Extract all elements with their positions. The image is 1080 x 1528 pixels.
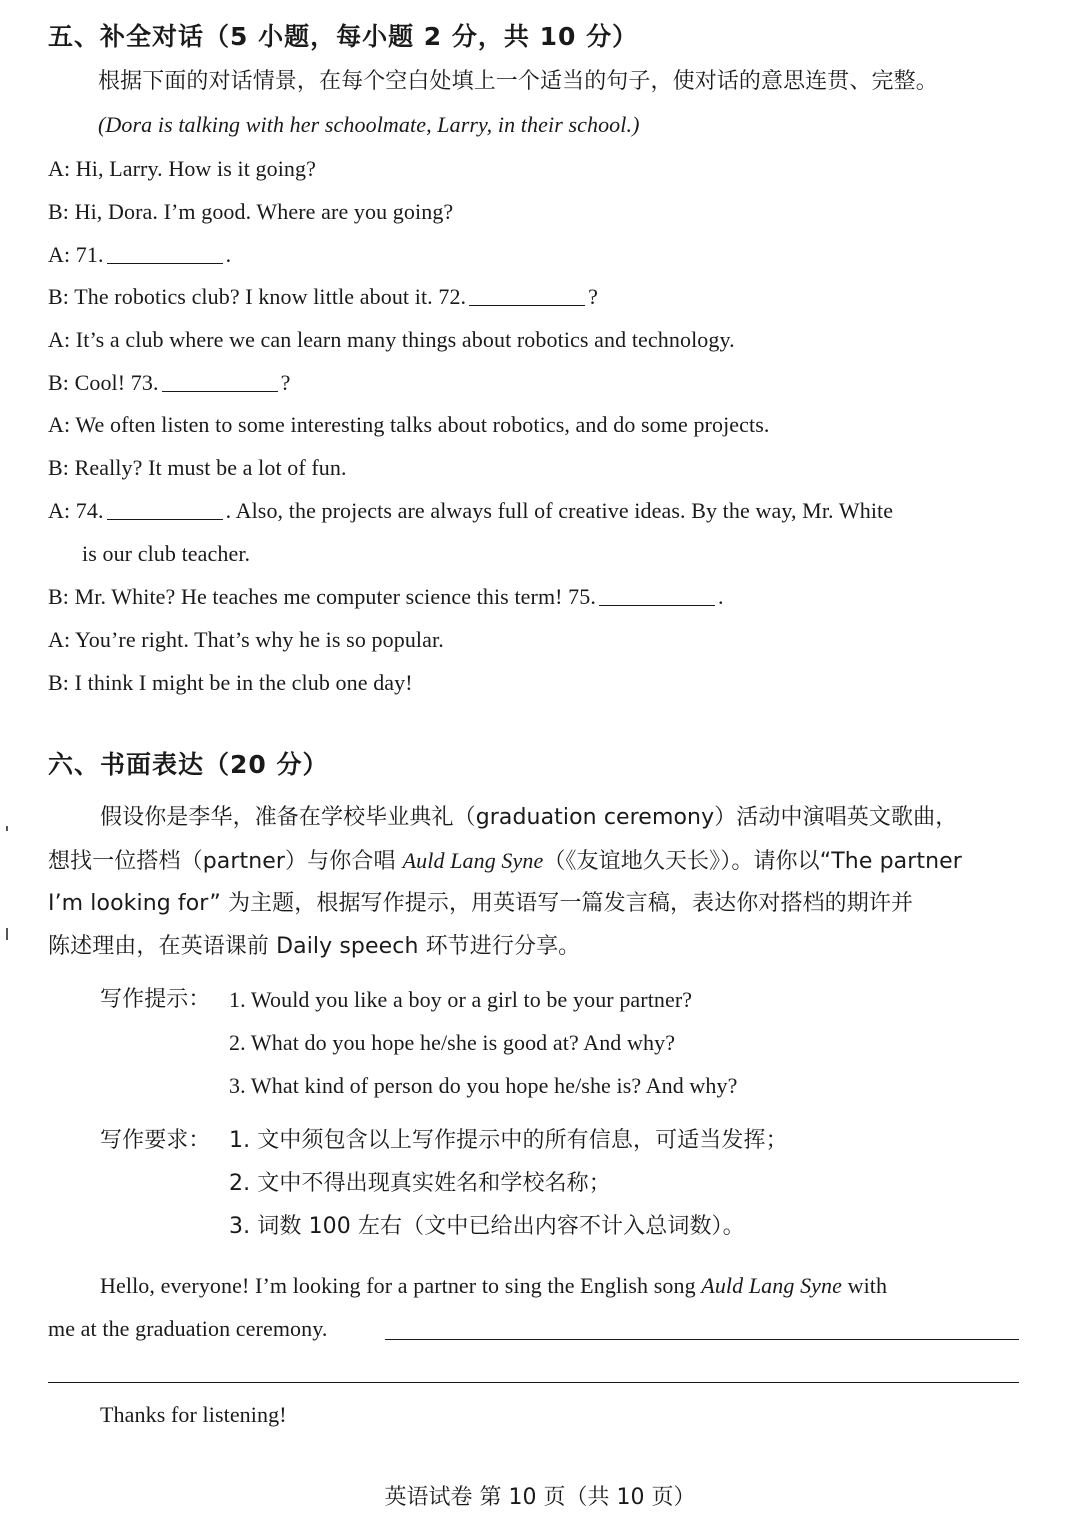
section6-para-line-4: 陈述理由，在英语课前 Daily speech 环节进行分享。: [48, 934, 581, 959]
answer-blank-74[interactable]: [107, 497, 223, 520]
dialogue-line-9-cont: is our club teacher.: [82, 541, 251, 566]
song-title: Auld Lang Syne: [402, 848, 544, 873]
scan-speck: [6, 826, 8, 831]
section5-title: 五、补全对话（5 小题，每小题 2 分，共 10 分）: [48, 22, 639, 51]
section6-para-line-2: [0, 846, 1080, 877]
requirements-label: 写作要求：: [100, 1128, 211, 1153]
dialogue-line-7: A: We often listen to some interesting talks about robotics, and do some projects.: [48, 412, 770, 437]
essay-opening-b: with: [842, 1273, 888, 1298]
dialogue-line-4-text: B: The robotics club? I know little about it. 72.: [48, 284, 467, 309]
hint-2: 2. What do you hope he/she is good at? And why?: [229, 1030, 676, 1055]
hint-1: 1. Would you like a boy or a girl to be your partner?: [229, 987, 693, 1012]
section5-context: (Dora is talking with her schoolmate, Larry, in their school.): [98, 112, 640, 137]
section6-para-line-2a: 想找一位搭档（partner）与你合唱: [48, 849, 403, 874]
dialogue-line-9-text: A: 74.: [48, 498, 104, 523]
section6-para-line-3: I’m looking for” 为主题，根据写作提示，用英语写一篇发言稿，表达你对搭档的期许并: [48, 891, 914, 916]
dialogue-line-1: A: Hi, Larry. How is it going?: [48, 156, 316, 181]
answer-blank-75[interactable]: [599, 583, 715, 606]
essay-closing: Thanks for listening!: [100, 1402, 287, 1427]
requirement-3: 3. 词数 100 左右（文中已给出内容不计入总词数）。: [229, 1214, 745, 1239]
dialogue-line-4: [0, 282, 1080, 312]
page-footer: 英语试卷 第 10 页（共 10 页）: [384, 1485, 696, 1510]
dialogue-line-11: A: You’re right. That’s why he is so popular.: [48, 627, 444, 652]
answer-blank-72[interactable]: [469, 283, 585, 306]
essay-opening-line-2: me at the graduation ceremony.: [48, 1316, 328, 1341]
section6-para-line-1: 假设你是李华，准备在学校毕业典礼（graduation ceremony）活动中演唱英文歌曲，: [100, 805, 958, 830]
dialogue-line-12: B: I think I might be in the club one day!: [48, 670, 413, 695]
dialogue-line-10: [0, 582, 1080, 612]
hints-label: 写作提示：: [100, 987, 211, 1012]
requirement-2: 2. 文中不得出现真实姓名和学校名称；: [229, 1171, 611, 1196]
dialogue-line-10-end: .: [717, 584, 724, 609]
section6-para-line-2b: （《友谊地久天长》）。请你以“The partner: [543, 849, 962, 874]
dialogue-line-8: B: Really? It must be a lot of fun.: [48, 455, 347, 480]
dialogue-line-3: [0, 240, 1080, 270]
dialogue-line-6: [0, 368, 1080, 398]
hint-3: 3. What kind of person do you hope he/she is? And why?: [229, 1073, 738, 1098]
scan-speck: [6, 928, 8, 940]
dialogue-line-2: B: Hi, Dora. I’m good. Where are you going?: [48, 199, 454, 224]
section6-title: 六、书面表达（20 分）: [48, 750, 329, 779]
dialogue-line-3-end: .: [225, 242, 232, 267]
essay-opening-a: Hello, everyone! I’m looking for a partner to sing the English song: [100, 1273, 702, 1298]
dialogue-line-9-end: . Also, the projects are always full of creative ideas. By the way, Mr. White: [225, 498, 894, 523]
dialogue-line-6-text: B: Cool! 73.: [48, 370, 159, 395]
essay-opening-line-1: [0, 1271, 1080, 1301]
requirement-1: 1. 文中须包含以上写作提示中的所有信息，可适当发挥；: [229, 1128, 788, 1153]
section5-instruction: 根据下面的对话情景，在每个空白处填上一个适当的句子，使对话的意思连贯、完整。: [98, 69, 938, 94]
answer-blank-73[interactable]: [162, 369, 278, 392]
dialogue-line-10-text: B: Mr. White? He teaches me computer science this term! 75.: [48, 584, 596, 609]
dialogue-line-5: A: It’s a club where we can learn many things about robotics and technology.: [48, 327, 735, 352]
dialogue-line-9: [0, 496, 1080, 526]
answer-blank-71[interactable]: [107, 241, 223, 264]
writing-line-2[interactable]: [48, 1382, 1019, 1383]
dialogue-line-4-end: ?: [588, 284, 599, 309]
essay-song-title: Auld Lang Syne: [701, 1273, 842, 1298]
dialogue-line-3-text: A: 71.: [48, 242, 104, 267]
dialogue-line-6-end: ?: [280, 370, 291, 395]
writing-line-1[interactable]: [385, 1339, 1019, 1340]
